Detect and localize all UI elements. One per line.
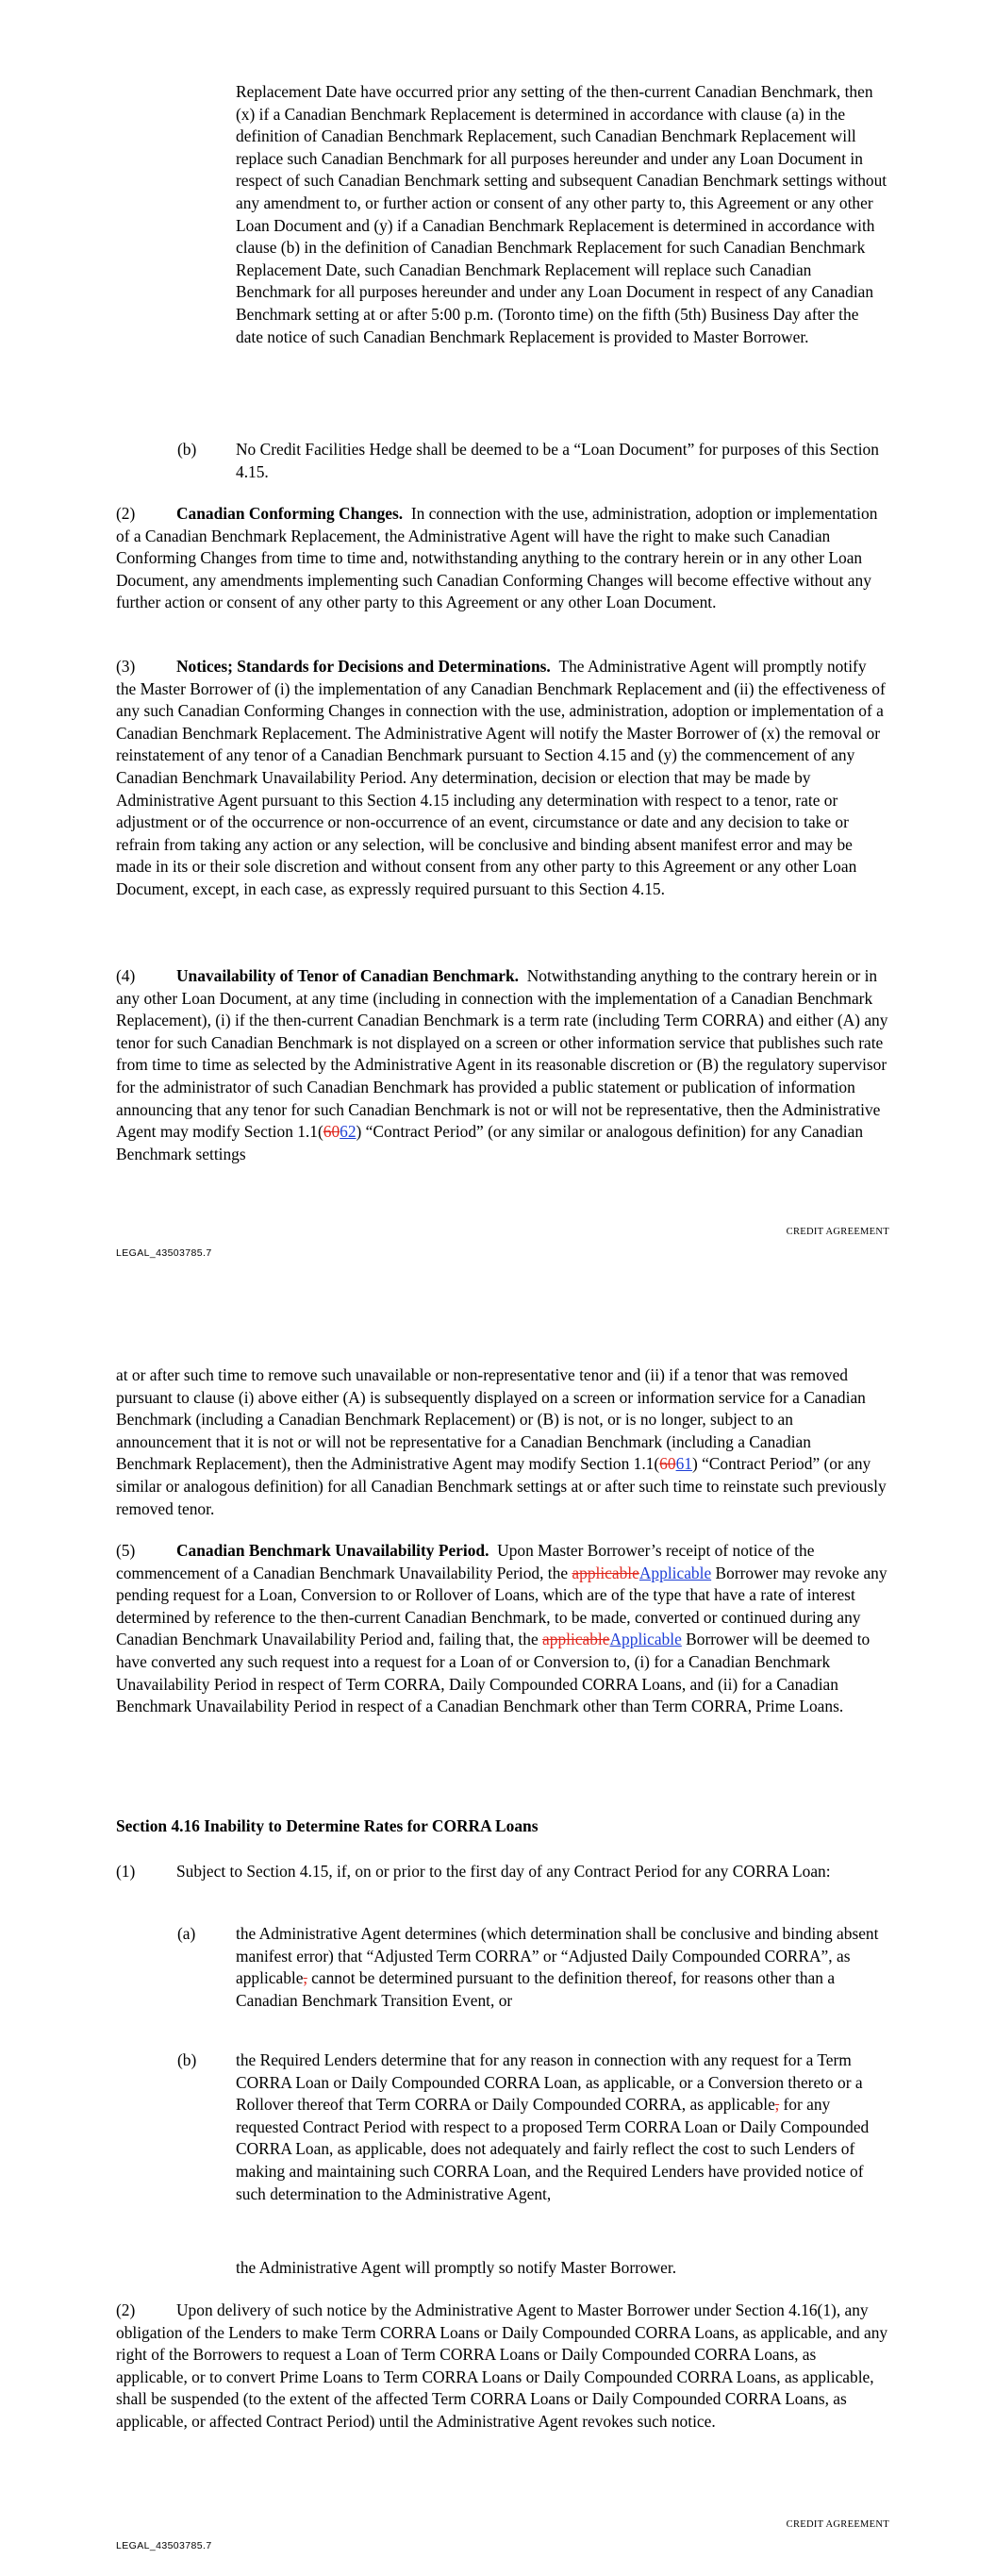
section-heading: Unavailability of Tenor of Canadian Benchmark. — [176, 966, 520, 985]
clause-text: for any requested Contract Period with respect to a proposed Term CORRA Loan or Daily Compounded CORRA Loan, as applicable, does not adequately and fairly reflect the cost to such Lenders of making and maintaining such CORRA Loan, and the Required Lenders have provided notice of such determination to the Administrative Agent, — [236, 2095, 870, 2203]
deleted-text: , — [774, 2095, 780, 2115]
footer-document-id: LEGAL_43503785.7 — [116, 1247, 212, 1259]
footer-title: CREDIT AGREEMENT — [786, 2519, 889, 2530]
section-heading: Canadian Conforming Changes. — [176, 504, 404, 523]
inserted-text: Applicable — [638, 1563, 712, 1582]
paragraph-text: at or after such time to remove such unavailable or non-representative tenor and (ii) if a tenor that was removed pursuant to clause (i) above either (A) is subsequently displayed on a screen or information service for a Canadian Benchmark (including a Canadian Benchmark Replacement) or (B) is not, or is no longer, subject to an announcement that it is not or will not be representative for a Canadian Benchmark (including a Canadian Benchmark Replacement), then the Administrative Agent may modify Section 1.1( — [116, 1365, 866, 1474]
section-number: (5) — [116, 1541, 136, 1560]
paragraph-text: ) “Contract Period” (or any similar or analogous definition) for all Canadian Benchmark settings at or after such time to reinstate such previously removed tenor. — [116, 1454, 887, 1518]
inserted-text: 61 — [675, 1454, 692, 1474]
clause-label: (b) — [177, 2050, 197, 2069]
clause-a — [177, 1923, 889, 2012]
section-text: Borrower may revoke any pending request for a Loan, Conversion to or Rollover of Loans, which are of the type that have a rate of interest determined by reference to the then-current Canadian Benchmark, to be made, converted or continued during any Canadian Benchmark Unavailability Period and, failing that, the — [116, 1563, 887, 1649]
notify-line: the Administrative Agent will promptly so notify Master Borrower. — [236, 2258, 677, 2277]
section-heading: Canadian Benchmark Unavailability Period. — [176, 1541, 489, 1560]
paragraph-text: Replacement Date have occurred prior any setting of the then-current Canadian Benchmark, then (x) if a Canadian Benchmark Replacement is determined in accordance with clause (a) in the definition of Canadian Benchmark Replacement, such Canadian Benchmark Replacement will replace such Canadian Benchmark for all purposes hereunder and under any Loan Document in respect of such Canadian Benchmark setting and subsequent Canadian Benchmark settings without any amendment to, or further action or consent of any other party to, this Agreement or any other Loan Document and (y) if a Canadian Benchmark Replacement is determined in accordance with clause (b) in the definition of Canadian Benchmark Replacement for such Canadian Benchmark Replacement Date, such Canadian Benchmark Replacement will replace such Canadian Benchmark for all purposes hereunder and under any Loan Document in respect of any Canadian Benchmark setting at or after 5:00 p.m. (Toronto time) on the fifth (5th) Business Day after the date notice of such Canadian Benchmark Replacement is provided to Master Borrower. — [236, 82, 887, 346]
section-5 — [116, 1540, 889, 1718]
clause-b — [177, 439, 889, 483]
deleted-text: 60 — [659, 1454, 676, 1474]
clause-label: (a) — [177, 1924, 196, 1943]
inserted-text: 62 — [340, 1122, 357, 1142]
clause-text: cannot be determined pursuant to the definition thereof, for reasons other than a Canadian Benchmark Transition Event, or — [236, 1968, 836, 2010]
section-text: Upon Master Borrower’s receipt of notice of the commencement of a Canadian Benchmark Unavailability Period, the — [116, 1541, 815, 1582]
section-heading: Notices; Standards for Decisions and Determinations. — [176, 657, 551, 676]
section-number: (2) — [116, 2300, 136, 2319]
section-number: (2) — [116, 504, 136, 523]
clause-text: the Required Lenders determine that for any reason in connection with any request for a Term CORRA Loan or Daily Compounded CORRA Loan, as applicable, or a Conversion thereto or a Rollover thereof that Term CORRA or Daily Compounded CORRA, as applicable — [236, 2050, 863, 2115]
document-page-2 — [0, 1302, 995, 2576]
deleted-text: 60 — [323, 1122, 340, 1142]
clause-b — [177, 2049, 889, 2205]
paragraph-continuation — [116, 1364, 889, 1520]
paragraph-continuation — [236, 81, 889, 348]
section-3 — [116, 656, 889, 901]
footer-document-id: LEGAL_43503785.7 — [116, 2540, 212, 2551]
deleted-text: , — [303, 1968, 307, 1988]
clause-text: No Credit Facilities Hedge shall be deemed to be a “Loan Document” for purposes of this Section 4.15. — [236, 440, 879, 481]
section-text: In connection with the use, administration, adoption or implementation of a Canadian Benchmark Replacement, the Administrative Agent will have the right to make such Canadian Conforming Changes from time to time and, notwithstanding anything to the contrary herein or in any other Loan Document, any amendments implementing such Canadian Conforming Changes will become effective without any further action or consent of any other party to this Agreement or any other Loan Document. — [116, 504, 878, 612]
section-text: ) “Contract Period” (or any similar or analogous definition) for any Canadian Benchmark settings — [116, 1122, 864, 1163]
section-number: (4) — [116, 966, 136, 985]
section-number: (1) — [116, 1862, 136, 1881]
section-text: Borrower will be deemed to have converted any such request into a request for a Loan of or Conversion to, (i) for a Canadian Benchmark Unavailability Period in respect of Term CORRA, Daily Compounded CORRA Loans, and (ii) for a Canadian Benchmark Unavailability Period in respect of a Canadian Benchmark other than Term CORRA, Prime Loans. — [116, 1630, 871, 1716]
section-text: The Administrative Agent will promptly notify the Master Borrower of (i) the implementation of any Canadian Benchmark Replacement and (ii) the effectiveness of any such Canadian Conforming Changes in connection with the use, administration, adoption or implementation of a Canadian Benchmark Replacement. The Administrative Agent will notify the Master Borrower of (x) the removal or reinstatement of any tenor of a Canadian Benchmark pursuant to Section 4.15 and (y) the commencement of any Canadian Benchmark Unavailability Period. Any determination, decision or election that may be made by Administrative Agent pursuant to this Section 4.15 including any determination with respect to a tenor, rate or adjustment or of the occurrence or non-occurrence of an event, circumstance or date and any decision to take or refrain from taking any action or any selection, will be conclusive and binding absent manifest error and may be made in its or their sole discretion and without consent from any other party to this Agreement or any other Loan Document, except, in each case, as expressly required pursuant to this Section 4.15. — [116, 657, 886, 898]
section-4 — [116, 965, 889, 1165]
section-text: Upon delivery of such notice by the Administrative Agent to Master Borrower under Section 4.16(1), any obligation of the Lenders to make Term CORRA Loans or Daily Compounded CORRA Loans, as applicable, and any right of the Borrowers to request a Loan of Term CORRA Loans or Daily Compounded CORRA Loans, as applicable, or to convert Prime Loans to Term CORRA Loans or Daily Compounded CORRA Loans, as applicable, shall be suspended (to the extent of the affected Term CORRA Loans or Daily Compounded CORRA Loans, as applicable, or affected Contract Period) until the Administrative Agent revokes such notice. — [116, 2300, 888, 2431]
subsection-1 — [116, 1861, 889, 1883]
deleted-text: applicable — [542, 1630, 610, 1649]
clause-text: the Administrative Agent determines (which determination shall be conclusive and binding absent manifest error) that “Adjusted Term CORRA” or “Adjusted Daily Compounded CORRA”, as applicable — [236, 1924, 879, 1988]
footer-title: CREDIT AGREEMENT — [786, 1227, 889, 1237]
section-text: Subject to Section 4.15, if, on or prior to the first day of any Contract Period for any CORRA Loan: — [176, 1862, 831, 1881]
deleted-text: applicable — [572, 1563, 639, 1582]
section-heading-4-16: Section 4.16 Inability to Determine Rates for CORRA Loans — [116, 1816, 539, 1835]
inserted-text: Applicable — [609, 1630, 682, 1649]
subsection-2 — [116, 2300, 889, 2434]
section-number: (3) — [116, 657, 136, 676]
clause-label: (b) — [177, 440, 197, 459]
section-2 — [116, 503, 889, 614]
section-text: Notwithstanding anything to the contrary herein or in any other Loan Document, at any time (including in connection with the implementation of a Canadian Benchmark Replacement), (i) if the then-current Canadian Benchmark is a term rate (including Term CORRA) and either (A) any tenor for such Canadian Benchmark is not displayed on a screen or other information service that publishes such rate from time to time as selected by the Administrative Agent in its reasonable discretion or (B) the regulatory supervisor for the administrator of such Canadian Benchmark has provided a public statement or publication of information announcing that any tenor for such Canadian Benchmark is not or will not be representative, then the Administrative Agent may modify Section 1.1( — [116, 966, 888, 1142]
